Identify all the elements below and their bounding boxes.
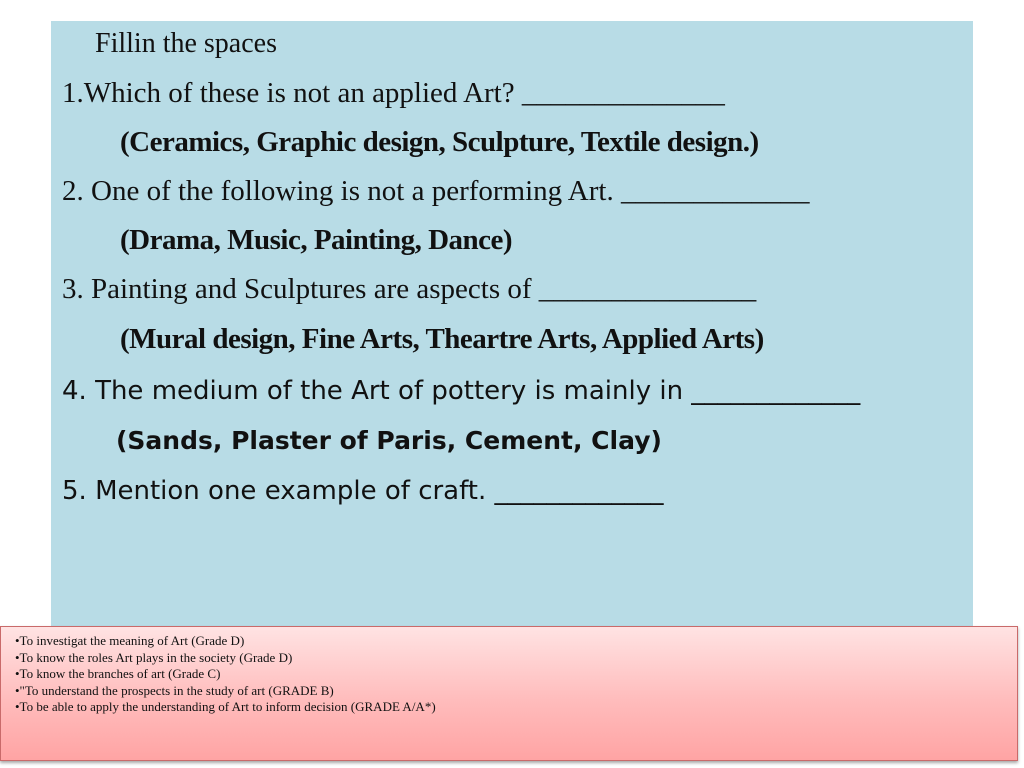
objective-item: •To investigat the meaning of Art (Grade D) bbox=[15, 633, 245, 648]
objective-item: •To be able to apply the understanding of Art to inform decision (GRADE A/A*) bbox=[15, 699, 436, 714]
question-1-options: (Ceramics, Graphic design, Sculpture, Textile design.) bbox=[120, 126, 759, 158]
question-2: 2. One of the following is not a performing Art. _____________ bbox=[62, 175, 810, 207]
learning-objectives-box bbox=[0, 626, 1018, 761]
slide-heading: Fillin the spaces bbox=[95, 28, 277, 59]
question-1: 1.Which of these is not an applied Art? ______________ bbox=[62, 77, 725, 109]
question-4-options: (Sands, Plaster of Paris, Cement, Clay) bbox=[116, 426, 662, 455]
question-5: 5. Mention one example of craft. _____________ bbox=[62, 476, 664, 506]
question-3: 3. Painting and Sculptures are aspects of _______________ bbox=[62, 273, 757, 305]
question-2-options: (Drama, Music, Painting, Dance) bbox=[120, 224, 513, 256]
learning-objectives-list bbox=[15, 633, 436, 716]
question-3-options: (Mural design, Fine Arts, Theartre Arts, Applied Arts) bbox=[120, 323, 764, 355]
objective-item: •"To understand the prospects in the study of art (GRADE B) bbox=[15, 682, 334, 698]
objective-item: •To know the roles Art plays in the society (Grade D) bbox=[15, 649, 293, 665]
question-4: 4. The medium of the Art of pottery is mainly in _____________ bbox=[62, 376, 861, 406]
objective-item: •To know the branches of art (Grade C) bbox=[15, 666, 221, 681]
